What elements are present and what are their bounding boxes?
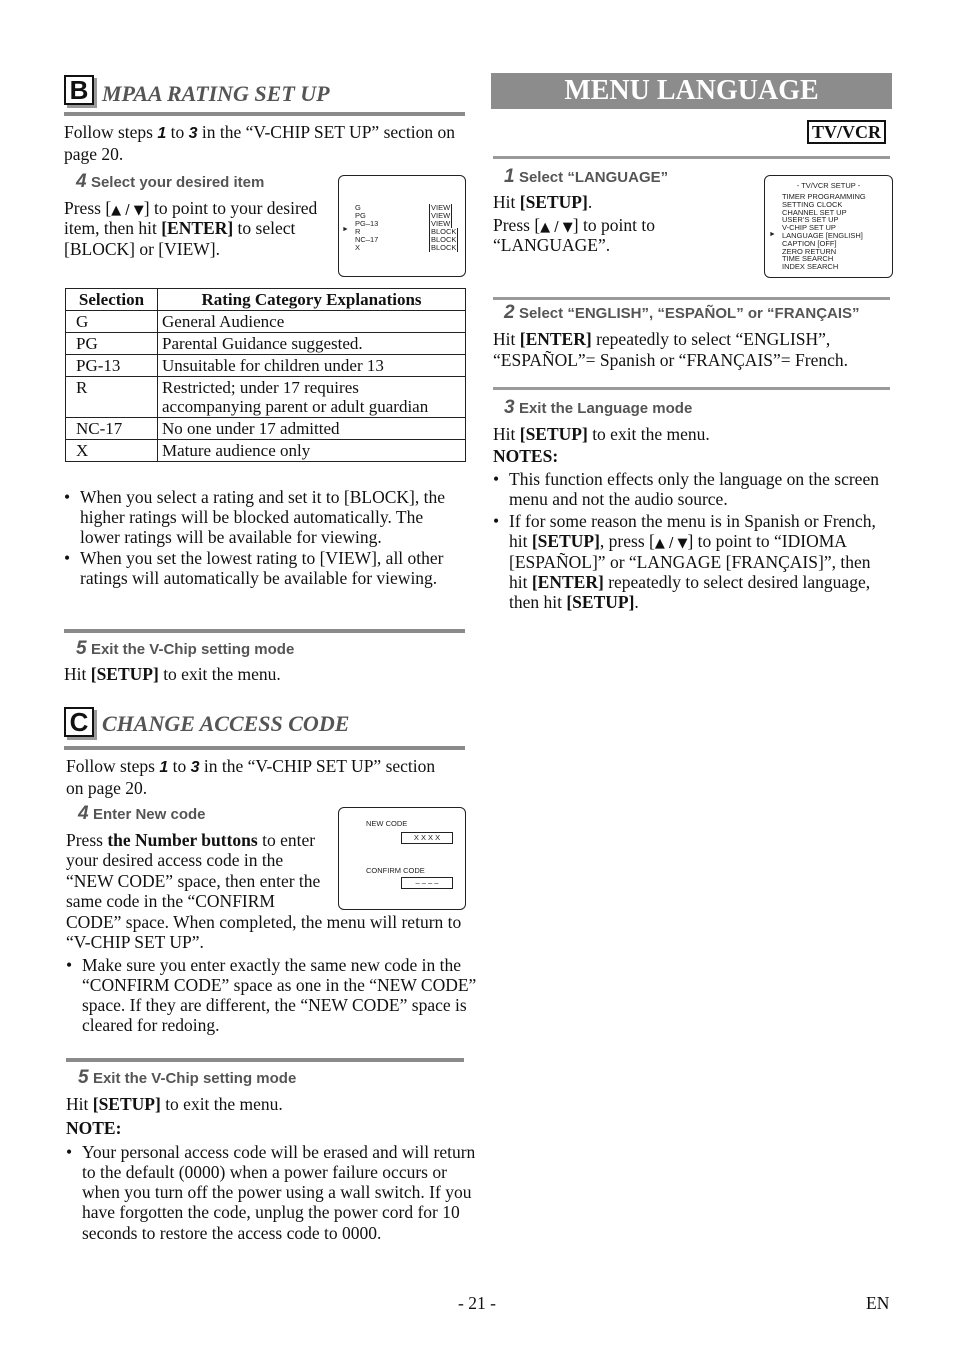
setup-menu-item: SETTING CLOCK bbox=[782, 199, 843, 209]
table-cell: G bbox=[66, 311, 158, 333]
setup-cursor: ► bbox=[769, 231, 776, 238]
setup-screen-title: - TV/VCR SETUP - bbox=[796, 181, 861, 190]
section-c-step5-heading: 5 Exit the V-Chip setting mode bbox=[78, 1067, 297, 1088]
table-header-explanations: Rating Category Explanations bbox=[158, 289, 466, 311]
tvvcr-setup-screen bbox=[764, 175, 893, 278]
menu-notes-label: NOTES: bbox=[493, 446, 559, 466]
confirm-code-field: – – – – bbox=[401, 877, 453, 889]
table-cell: PG-13 bbox=[66, 355, 158, 377]
rating-screen-row-label: PG–13 bbox=[355, 219, 379, 228]
menu-step3-rule bbox=[493, 387, 890, 390]
table-row bbox=[66, 333, 466, 355]
setup-menu-item: CAPTION [OFF] bbox=[782, 238, 837, 248]
rating-table bbox=[65, 288, 466, 462]
table-cell: R bbox=[66, 377, 158, 418]
menu-note-1: • This function effects only the language on the screen menu and not the audio source. bbox=[493, 469, 885, 509]
menu-note-2: • If for some reason the menu is in Spanish or French, hit [SETUP], press [▲ / ▼] to point to “IDIOMA [ESPAÑOL]” or “LANGAGE [FRANÇAIS]”, then hit [ENTER] repeatedly to select desired language, then hit [SETUP]. bbox=[493, 511, 889, 612]
new-code-label: NEW CODE bbox=[366, 819, 408, 828]
section-b-step5-text: Hit [SETUP] to exit the menu. bbox=[64, 664, 281, 684]
menu-step1-hit: Hit [SETUP]. bbox=[493, 192, 593, 212]
section-b-letter: B bbox=[64, 75, 94, 105]
table-row bbox=[66, 440, 466, 462]
section-b-title: MPAA RATING SET UP bbox=[102, 81, 330, 106]
rating-screen-row bbox=[355, 244, 459, 252]
table-cell: General Audience bbox=[158, 311, 466, 333]
language-code: EN bbox=[866, 1293, 890, 1313]
section-b-bullet-1: • When you select a rating and set it to [BLOCK], the higher ratings will be blocked automatically. The lower ratings will be available for viewing. bbox=[64, 487, 464, 547]
section-b-step5-rule bbox=[64, 629, 465, 633]
setup-menu-item: ZERO RETURN bbox=[782, 246, 837, 256]
menu-step2-rule bbox=[493, 297, 890, 300]
table-cell: Parental Guidance suggested. bbox=[158, 333, 466, 355]
menu-language-banner: MENU LANGUAGE bbox=[491, 73, 892, 109]
rating-screen-row-label: R bbox=[355, 227, 361, 236]
table-row bbox=[66, 355, 466, 377]
section-c-note-bullet: • Your personal access code will be erased and will return to the default (0000) when a power failure occurs or when you turn off the power using a wall switch. If you have forgotten the code, unplug the power cord for 10 seconds to restore the access code to 0000. bbox=[66, 1142, 480, 1243]
section-c-intro: Follow steps 1 to 3 in the “V-CHIP SET UP” section on page 20. bbox=[66, 756, 436, 798]
table-cell: X bbox=[66, 440, 158, 462]
section-c-note-label: NOTE: bbox=[66, 1118, 122, 1138]
page-number: - 21 - bbox=[458, 1293, 496, 1313]
section-c-letter: C bbox=[64, 707, 94, 737]
section-c-step5-rule bbox=[66, 1058, 464, 1062]
section-c-title: CHANGE ACCESS CODE bbox=[102, 711, 350, 736]
table-header-selection: Selection bbox=[66, 289, 158, 311]
setup-menu-item: V-CHIP SET UP bbox=[782, 223, 836, 233]
section-b-step4-text: Press [▲ / ▼] to point to your desired item, then hit [ENTER] to select [BLOCK] or [VIEW]. bbox=[64, 198, 318, 259]
menu-step1-press: Press [▲ / ▼] to point to “LANGUAGE”. bbox=[493, 215, 655, 256]
tv-vcr-badge: TV/VCR bbox=[807, 120, 886, 144]
rating-screen-row-value: BLOCK bbox=[431, 243, 457, 252]
menu-step3-heading: 3 Exit the Language mode bbox=[504, 397, 693, 418]
section-c-bullet-1: • Make sure you enter exactly the same new code in the “CONFIRM CODE” space as one in the “NEW CODE” space. If they are different, the “NEW CODE” space is cleared for redoing. bbox=[66, 955, 478, 1036]
section-c-step5-text: Hit [SETUP] to exit the menu. bbox=[66, 1094, 283, 1114]
setup-menu-item: CHANNEL SET UP bbox=[782, 207, 847, 217]
new-code-field: X X X X bbox=[401, 832, 453, 844]
table-cell: Unsuitable for children under 13 bbox=[158, 355, 466, 377]
section-b-rule bbox=[64, 112, 465, 116]
rating-screen-row-value: VIEW bbox=[431, 211, 451, 220]
section-b-step4-heading: 4 Select your desired item bbox=[76, 171, 265, 192]
table-row bbox=[66, 377, 466, 418]
rating-screen-row-label: X bbox=[355, 243, 361, 252]
menu-step2-text: Hit [ENTER] repeatedly to select “ENGLISH”, “ESPAÑOL”= Spanish or “FRANÇAIS”= French. bbox=[493, 329, 848, 370]
rating-screen-row-value: BLOCK bbox=[431, 227, 457, 236]
setup-menu-item: TIME SEARCH bbox=[782, 254, 834, 264]
rating-screen-row-value: VIEW bbox=[431, 219, 451, 228]
section-c-step4-heading: 4 Enter New code bbox=[78, 803, 206, 824]
table-cell: NC-17 bbox=[66, 418, 158, 440]
setup-screen-items bbox=[782, 193, 890, 271]
section-b-step5-heading: 5 Exit the V-Chip setting mode bbox=[76, 638, 295, 659]
confirm-code-label: CONFIRM CODE bbox=[366, 866, 425, 875]
section-c-step4-text: Press the Number buttons to enter your desired access code in the “NEW CODE” space, then enter the same code in the “CONFIRM CODE” space. When completed, the menu will return to “V-CHIP SET UP”. bbox=[66, 830, 462, 953]
table-row bbox=[66, 311, 466, 333]
menu-step3-text: Hit [SETUP] to exit the menu. bbox=[493, 424, 710, 444]
rating-screen-row-value: BLOCK bbox=[431, 235, 457, 244]
rating-screen-row-label: NC–17 bbox=[355, 235, 379, 244]
setup-menu-item: INDEX SEARCH bbox=[782, 262, 839, 272]
rating-screen-row-label: PG bbox=[355, 211, 366, 220]
setup-menu-item: TIMER PROGRAMMING bbox=[782, 192, 866, 201]
menu-step1-heading: 1 Select “LANGUAGE” bbox=[504, 166, 669, 187]
setup-menu-item: USER’S SET UP bbox=[782, 215, 839, 225]
rating-screen-rows bbox=[355, 204, 459, 252]
rating-screen bbox=[338, 175, 466, 277]
rating-screen-row-value: VIEW bbox=[431, 203, 451, 212]
rating-screen-row-label: G bbox=[355, 203, 361, 212]
menu-step2-heading: 2 Select “ENGLISH”, “ESPAÑOL” or “FRANÇAIS” bbox=[504, 302, 860, 323]
section-c-rule bbox=[64, 746, 465, 750]
section-b-intro: Follow steps 1 to 3 in the “V-CHIP SET UP” section on page 20. bbox=[64, 122, 456, 164]
table-cell: PG bbox=[66, 333, 158, 355]
setup-menu-item: LANGUAGE [ENGLISH] bbox=[782, 230, 863, 240]
table-row bbox=[66, 418, 466, 440]
rating-cursor: ► bbox=[342, 226, 349, 233]
table-cell: Restricted; under 17 requires accompanying parent or adult guardian bbox=[158, 377, 466, 418]
rating-table-header bbox=[66, 289, 466, 311]
section-b-bullet-2: • When you set the lowest rating to [VIEW], all other ratings will automatically be available for viewing. bbox=[64, 548, 464, 588]
menu-step1-rule bbox=[493, 156, 890, 159]
table-cell: No one under 17 admitted bbox=[158, 418, 466, 440]
table-cell: Mature audience only bbox=[158, 440, 466, 462]
